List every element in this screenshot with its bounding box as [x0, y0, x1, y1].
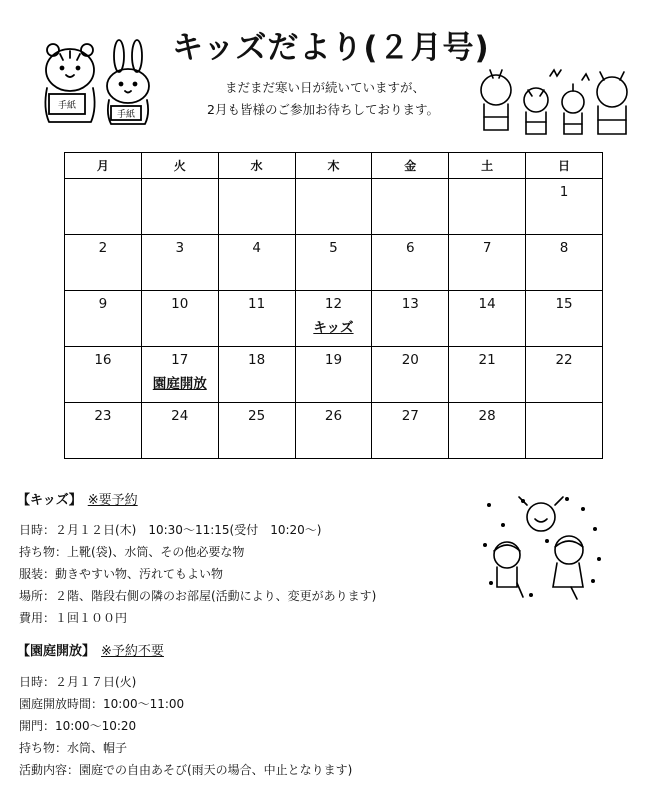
day-number: 24 — [171, 408, 189, 424]
calendar-day-cell — [218, 291, 295, 347]
garden-detail-line: 園庭開放時間：10:00～11:00 — [19, 697, 185, 711]
kids-detail-line: 日時：２月１２日(木) 10:30～11:15(受付 10:20～) — [19, 523, 322, 537]
day-number: 22 — [555, 352, 573, 368]
calendar-day-cell — [65, 403, 142, 459]
day-number: 5 — [329, 240, 338, 256]
day-number: 23 — [94, 408, 112, 424]
weekday-fri: 金 — [372, 153, 449, 179]
day-number: 26 — [324, 408, 343, 424]
snow-play-illustration — [483, 495, 603, 605]
calendar-day-cell — [449, 235, 526, 291]
calendar-day-cell — [141, 347, 218, 403]
calendar-week-5 — [65, 403, 603, 459]
calendar-day-cell — [372, 235, 449, 291]
day-event-kids: キッズ — [313, 320, 354, 336]
calendar-day-cell — [141, 235, 218, 291]
day-number: 6 — [406, 240, 415, 256]
day-number: 10 — [171, 296, 189, 312]
day-number: 18 — [248, 352, 266, 368]
calendar-week-1 — [65, 179, 603, 235]
weekday-tue: 火 — [141, 153, 218, 179]
calendar-day-cell — [141, 403, 218, 459]
calendar-day-cell — [141, 291, 218, 347]
weekday-sat: 土 — [449, 153, 526, 179]
calendar-day-cell — [218, 403, 295, 459]
garden-reservation-note: ※予約不要 — [101, 644, 164, 659]
kids-detail-line: 費用：１回１００円 — [19, 611, 128, 625]
tiger-rabbit-illustration — [35, 38, 165, 130]
day-number: 9 — [98, 296, 108, 312]
intro-line-2: 2月も皆様のご参加お待ちしております。 — [207, 102, 439, 117]
calendar-day-cell — [449, 347, 526, 403]
day-number: 11 — [248, 296, 266, 312]
day-number: 27 — [401, 408, 419, 424]
calendar-day-cell — [449, 291, 526, 347]
day-number: 14 — [478, 296, 496, 312]
calendar-day-cell — [295, 291, 372, 347]
calendar-day-cell — [526, 179, 603, 235]
february-calendar — [64, 152, 603, 459]
calendar-day-cell — [449, 403, 526, 459]
calendar-day-cell — [218, 235, 295, 291]
calendar-day-cell — [218, 179, 295, 235]
day-number: 7 — [482, 240, 492, 256]
kids-detail-line: 服装：動きやすい物、汚れてもよい物 — [19, 567, 224, 581]
day-number: 16 — [94, 352, 112, 368]
calendar-day-cell — [449, 179, 526, 235]
calendar-day-cell — [526, 403, 603, 459]
calendar-day-cell — [65, 235, 142, 291]
calendar-day-cell — [65, 291, 142, 347]
day-event-garden: 園庭開放 — [152, 376, 207, 392]
day-number: 8 — [559, 240, 569, 256]
garden-detail-line: 持ち物：水筒、帽子 — [19, 741, 128, 755]
kids-detail-line: 場所：２階、階段右側の隣のお部屋(活動により、変更があります) — [19, 589, 377, 603]
calendar-day-cell — [141, 179, 218, 235]
day-number: 25 — [248, 408, 266, 424]
tiger-sign-text: 手紙 — [57, 101, 77, 111]
weekday-wed: 水 — [218, 153, 295, 179]
calendar-day-cell — [295, 347, 372, 403]
day-number: 13 — [401, 296, 419, 312]
calendar-day-cell — [526, 235, 603, 291]
calendar-week-4 — [65, 347, 603, 403]
rabbit-sign-text: 手紙 — [116, 110, 136, 120]
calendar-week-3 — [65, 291, 603, 347]
day-number: 19 — [324, 352, 343, 368]
calendar-day-cell — [65, 179, 142, 235]
calendar-day-cell — [372, 291, 449, 347]
day-number: 17 — [171, 352, 189, 368]
calendar-day-cell — [295, 235, 372, 291]
day-number: 1 — [559, 184, 569, 200]
day-number: 21 — [478, 352, 496, 368]
day-number: 2 — [98, 240, 108, 256]
weekday-header-row — [65, 153, 603, 179]
kids-detail-line: 持ち物：上靴(袋)、水筒、その他必要な物 — [19, 545, 245, 559]
day-number: 20 — [401, 352, 419, 368]
kids-reservation-note: ※要予約 — [87, 493, 138, 508]
calendar-day-cell — [372, 403, 449, 459]
garden-section-heading — [17, 640, 164, 659]
garden-heading: 【園庭開放】 — [17, 644, 96, 659]
garden-detail-line: 活動内容：園庭での自由あそび(雨天の場合、中止となります) — [19, 763, 353, 777]
garden-detail-line: 日時：２月１７日(火) — [19, 675, 137, 689]
calendar-day-cell — [526, 291, 603, 347]
page-title: キッズだより(２月号) — [172, 30, 490, 66]
intro-line-1: まだまだ寒い日が続いていますが、 — [225, 80, 426, 95]
day-number: 3 — [175, 240, 185, 256]
setsubun-children-illustration — [470, 62, 640, 142]
calendar-day-cell — [295, 403, 372, 459]
weekday-sun: 日 — [526, 153, 603, 179]
garden-detail-line: 開門：10:00～10:20 — [19, 719, 137, 733]
calendar-day-cell — [526, 347, 603, 403]
day-number: 28 — [478, 408, 496, 424]
calendar-day-cell — [65, 347, 142, 403]
day-number: 12 — [324, 296, 343, 312]
day-number: 4 — [252, 240, 261, 256]
calendar-day-cell — [372, 347, 449, 403]
day-number: 15 — [555, 296, 573, 312]
calendar-week-2 — [65, 235, 603, 291]
calendar-day-cell — [372, 179, 449, 235]
kids-heading: 【キッズ】 — [17, 493, 82, 508]
weekday-thu: 木 — [295, 153, 372, 179]
calendar-day-cell — [218, 347, 295, 403]
weekday-mon: 月 — [65, 153, 142, 179]
kids-section-heading — [17, 489, 138, 508]
calendar-day-cell — [295, 179, 372, 235]
